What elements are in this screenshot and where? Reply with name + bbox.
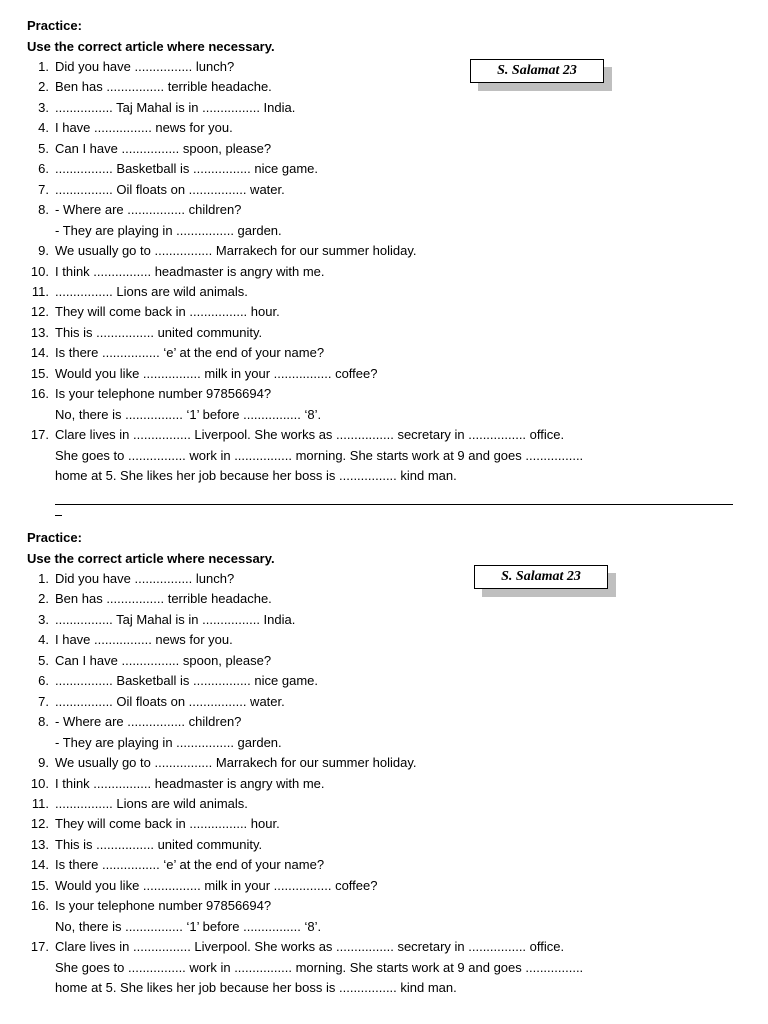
exercise-item <box>0 896 768 916</box>
item-text: They will come back in ................ hour. <box>55 304 280 320</box>
item-text: ................ Basketball is ................ nice game. <box>55 161 318 177</box>
exercise-item <box>0 221 768 241</box>
item-text: She goes to ................ work in ................ morning. She starts work at 9 and goes ................ <box>55 447 584 463</box>
exercise-item <box>0 343 768 363</box>
item-text: We usually go to ................ Marrakech for our summer holiday. <box>55 755 417 771</box>
item-text: They will come back in ................ hour. <box>55 816 280 832</box>
author-badge-label: S. Salamat 23 <box>474 565 608 589</box>
item-number: 14. <box>30 857 49 873</box>
exercise-item <box>0 937 768 957</box>
exercise-item <box>0 958 768 978</box>
practice-heading: Practice: <box>27 530 82 545</box>
section-divider <box>55 504 733 505</box>
exercise-item <box>0 855 768 875</box>
item-number: 7. <box>38 181 49 197</box>
exercise-item <box>0 692 768 712</box>
item-text: Is there ................ ‘e’ at the end of your name? <box>55 857 325 873</box>
exercise-item <box>0 733 768 753</box>
item-number: 7. <box>38 693 49 709</box>
exercise-item <box>0 774 768 794</box>
item-number: 15. <box>30 877 49 893</box>
item-text: Is your telephone number 97856694? <box>55 898 272 914</box>
item-number: 1. <box>38 59 49 74</box>
item-text: home at 5. She likes her job because her boss is ................ kind man. <box>55 468 457 483</box>
item-number: 11. <box>31 283 49 299</box>
item-text: Would you like ................ milk in your ................ coffee? <box>55 365 378 381</box>
item-text: ................ Basketball is ................ nice game. <box>55 673 318 689</box>
item-text: Did you have ................ lunch? <box>55 59 235 74</box>
exercise-item <box>0 466 768 486</box>
item-text: ................ Lions are wild animals. <box>55 283 248 299</box>
item-number: 17. <box>30 427 49 443</box>
item-text: She goes to ................ work in ................ morning. She starts work at 9 and goes ................ <box>55 959 584 975</box>
item-number: 2. <box>38 79 49 95</box>
item-text: Can I have ................ spoon, please? <box>55 652 272 668</box>
exercise-item <box>0 77 768 97</box>
item-number: 3. <box>38 99 49 115</box>
item-number: 10. <box>30 263 49 279</box>
item-text: I have ................ news for you. <box>55 120 233 136</box>
item-text: Ben has ................ terrible headache. <box>55 79 272 95</box>
exercise-item <box>0 405 768 425</box>
exercise-item <box>0 876 768 896</box>
item-number: 9. <box>38 243 49 259</box>
exercise-item <box>0 753 768 773</box>
item-text: No, there is ................ ‘1’ before ................ ‘8’. <box>55 406 322 422</box>
item-number: 10. <box>30 775 49 791</box>
item-text: This is ................ united community. <box>55 836 263 852</box>
exercise-item <box>0 425 768 445</box>
item-text: Is your telephone number 97856694? <box>55 386 272 402</box>
item-number: 5. <box>38 140 49 156</box>
item-number: 4. <box>38 632 49 648</box>
item-text: Clare lives in ................ Liverpool. She works as ................ secretary in ................ office. <box>55 427 565 443</box>
item-number: 12. <box>30 816 49 832</box>
item-number: 13. <box>30 836 49 852</box>
item-text: - Where are ................ children? <box>55 714 242 730</box>
exercise-item <box>0 814 768 834</box>
exercise-item <box>0 180 768 200</box>
exercise-item <box>0 630 768 650</box>
item-text: Can I have ................ spoon, please? <box>55 140 272 156</box>
exercise-item <box>0 159 768 179</box>
exercise-item <box>0 978 768 998</box>
exercise-item <box>0 610 768 630</box>
item-number: 3. <box>38 611 49 627</box>
item-number: 6. <box>38 161 49 177</box>
item-text: ................ Taj Mahal is in ................ India. <box>55 99 296 115</box>
exercise-item <box>0 200 768 220</box>
exercise-item <box>0 118 768 138</box>
exercise-item <box>0 917 768 937</box>
item-text: Ben has ................ terrible headache. <box>55 591 272 607</box>
exercise-item <box>0 446 768 466</box>
item-text: We usually go to ................ Marrakech for our summer holiday. <box>55 243 417 259</box>
item-text: ................ Oil floats on ................ water. <box>55 693 285 709</box>
divider-dash <box>55 515 62 516</box>
exercise-item <box>0 671 768 691</box>
exercise-item <box>0 589 768 609</box>
item-text: - They are playing in ................ garden. <box>55 222 282 238</box>
item-number: 2. <box>38 591 49 607</box>
item-number: 16. <box>30 898 49 914</box>
exercise-item <box>0 241 768 261</box>
exercise-item <box>0 835 768 855</box>
item-text: ................ Lions are wild animals. <box>55 795 248 811</box>
practice-heading: Practice: <box>27 18 82 33</box>
item-number: 15. <box>30 365 49 381</box>
item-number: 8. <box>38 714 49 730</box>
item-text: Would you like ................ milk in your ................ coffee? <box>55 877 378 893</box>
item-number: 9. <box>38 755 49 771</box>
item-number: 4. <box>38 120 49 136</box>
item-number: 8. <box>38 202 49 218</box>
exercise-item <box>0 282 768 302</box>
exercise-item <box>0 794 768 814</box>
item-number: 12. <box>30 304 49 320</box>
item-text: This is ................ united community. <box>55 324 263 340</box>
exercise-item <box>0 262 768 282</box>
item-number: 11. <box>31 795 49 811</box>
item-text: - Where are ................ children? <box>55 202 242 218</box>
item-number: 14. <box>30 345 49 361</box>
item-text: Did you have ................ lunch? <box>55 571 235 586</box>
item-text: I think ................ headmaster is angry with me. <box>55 263 325 279</box>
item-number: 17. <box>30 939 49 955</box>
item-text: ................ Oil floats on ................ water. <box>55 181 285 197</box>
item-number: 13. <box>30 324 49 340</box>
exercise-item <box>0 57 768 77</box>
exercise-item <box>0 302 768 322</box>
item-text: ................ Taj Mahal is in ................ India. <box>55 611 296 627</box>
exercise-item <box>0 384 768 404</box>
item-text: home at 5. She likes her job because her boss is ................ kind man. <box>55 980 457 995</box>
item-number: 5. <box>38 652 49 668</box>
exercise-item <box>0 323 768 343</box>
item-number: 1. <box>38 571 49 586</box>
item-text: I think ................ headmaster is angry with me. <box>55 775 325 791</box>
exercise-item <box>0 569 768 589</box>
item-number: 16. <box>30 386 49 402</box>
instruction-heading: Use the correct article where necessary. <box>27 551 275 566</box>
exercise-item <box>0 651 768 671</box>
item-text: No, there is ................ ‘1’ before ................ ‘8’. <box>55 918 322 934</box>
exercise-item <box>0 98 768 118</box>
item-text: Is there ................ ‘e’ at the end of your name? <box>55 345 325 361</box>
item-text: Clare lives in ................ Liverpool. She works as ................ secretary in ................ office. <box>55 939 565 955</box>
author-badge-label: S. Salamat 23 <box>470 59 604 83</box>
item-number: 6. <box>38 673 49 689</box>
exercise-item <box>0 364 768 384</box>
instruction-heading: Use the correct article where necessary. <box>27 39 275 54</box>
item-text: I have ................ news for you. <box>55 632 233 648</box>
item-text: - They are playing in ................ garden. <box>55 734 282 750</box>
exercise-item <box>0 139 768 159</box>
exercise-item <box>0 712 768 732</box>
